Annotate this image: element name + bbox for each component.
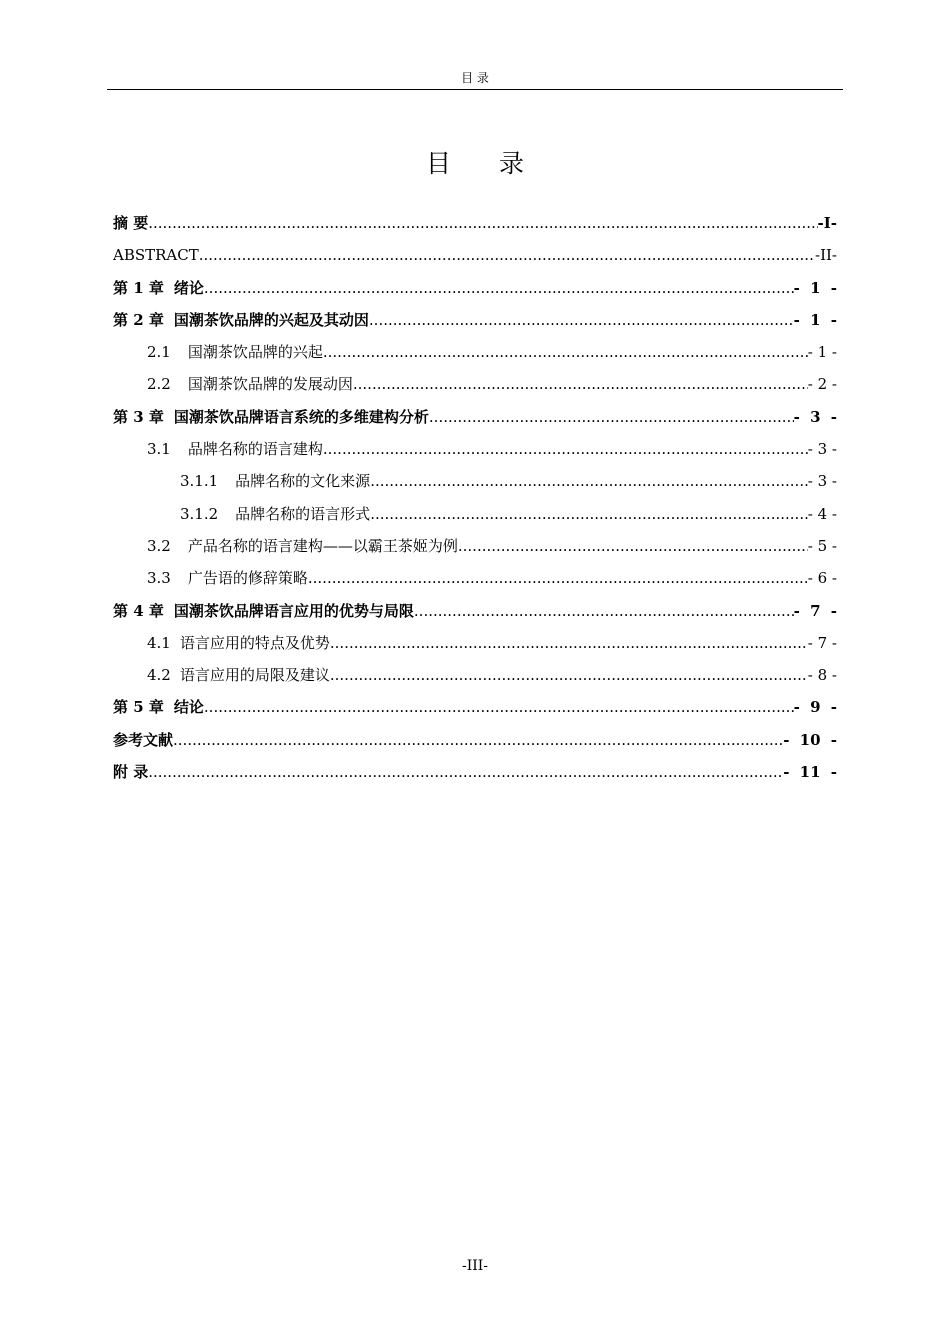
toc-entry[interactable] — [113, 724, 837, 756]
toc-entry-number: 第 3 章 — [113, 407, 164, 426]
toc-entry[interactable] — [113, 627, 837, 659]
toc-entry[interactable] — [113, 498, 837, 530]
toc-entry[interactable] — [113, 207, 837, 239]
toc-entry-label: 国潮茶饮品牌的兴起 — [187, 343, 323, 362]
toc-entry-number: 第 5 章 — [113, 698, 164, 717]
toc-dot-leader — [330, 659, 808, 691]
toc-entry-page: - 3 - — [807, 440, 837, 459]
toc-entry-label: 品牌名称的语言建构 — [187, 440, 323, 459]
toc-entry-number: 3.1 — [147, 440, 171, 459]
toc-entry-label: 参考文献 — [113, 730, 174, 749]
toc-dot-leader — [353, 368, 808, 400]
toc-dot-leader — [369, 304, 794, 336]
toc-entry-page: - 3 - — [793, 407, 837, 426]
toc-entry-label: 语言应用的特点及优势 — [179, 633, 330, 652]
running-header — [107, 68, 843, 90]
toc-entry-number: 3.2 — [147, 536, 171, 555]
toc-entry[interactable] — [113, 659, 837, 691]
toc-entry-page: - 4 - — [807, 504, 837, 523]
toc-entry-number: 第 2 章 — [113, 310, 164, 329]
toc-dot-leader — [323, 336, 808, 368]
toc-entry[interactable] — [113, 756, 837, 788]
toc-entry-page: - 7 - — [793, 601, 837, 620]
toc-dot-leader — [199, 239, 815, 271]
toc-dot-leader — [458, 530, 808, 562]
toc-entry-page: - 1 - — [793, 310, 837, 329]
toc-dot-leader — [370, 498, 808, 530]
toc-entry-label: 国潮茶饮品牌的发展动因 — [187, 375, 353, 394]
toc-entry[interactable] — [113, 562, 837, 594]
toc-entry-number: 第 4 章 — [113, 601, 164, 620]
toc-dot-leader — [308, 562, 808, 594]
toc-entry-page: - 1 - — [807, 343, 837, 362]
toc-entry-label: 国潮茶饮品牌语言应用的优势与局限 — [173, 601, 414, 620]
toc-entry-label: ABSTRACT — [113, 246, 199, 265]
toc-entry-label: 国潮茶饮品牌的兴起及其动因 — [173, 310, 369, 329]
toc-dot-leader — [370, 465, 808, 497]
toc-dot-leader — [204, 272, 794, 304]
toc-entry-page: -II- — [815, 246, 837, 265]
toc-entry-number: 3.3 — [147, 569, 171, 588]
toc-entry[interactable] — [113, 691, 837, 723]
running-header-text: 目 录 — [461, 71, 489, 85]
toc-dot-leader — [429, 401, 794, 433]
toc-entry-label: 结论 — [173, 698, 204, 717]
toc-dot-leader — [148, 207, 817, 239]
toc-entry[interactable] — [113, 530, 837, 562]
toc-entry-label: 附 录 — [113, 763, 149, 782]
toc-entry-page: - 2 - — [807, 375, 837, 394]
toc-entry-label: 品牌名称的语言形式 — [235, 504, 371, 523]
toc-entry-label: 语言应用的局限及建议 — [179, 666, 330, 685]
toc-entry-label: 国潮茶饮品牌语言系统的多维建构分析 — [173, 407, 429, 426]
toc-entry[interactable] — [113, 433, 837, 465]
toc-entry-label: 广告语的修辞策略 — [187, 569, 308, 588]
toc-entry-label: 品牌名称的文化来源 — [235, 472, 371, 491]
toc-dot-leader — [173, 724, 783, 756]
toc-entry-number: 第 1 章 — [113, 278, 164, 297]
toc-entry[interactable] — [113, 595, 837, 627]
toc-entry-page: - 11 - — [783, 763, 837, 782]
page-title: 目 录 — [426, 149, 544, 178]
toc-entry-number: 4.1 — [147, 633, 171, 652]
toc-entry[interactable] — [113, 465, 837, 497]
toc-entry[interactable] — [113, 272, 837, 304]
toc-dot-leader — [330, 627, 808, 659]
toc-entry[interactable] — [113, 401, 837, 433]
toc-entry-page: - 9 - — [793, 698, 837, 717]
toc-entry[interactable] — [113, 368, 837, 400]
toc-entry-label: 摘 要 — [113, 214, 149, 232]
page-number: -III- — [461, 1258, 489, 1274]
toc-entry[interactable] — [113, 239, 837, 271]
toc-entry-number: 2.2 — [147, 375, 171, 394]
toc-entry[interactable] — [113, 304, 837, 336]
toc-entry-label: 产品名称的语言建构——以霸王茶姬为例 — [187, 536, 458, 555]
toc-dot-leader — [204, 691, 794, 723]
table-of-contents — [113, 207, 837, 788]
toc-entry-page: - 10 - — [783, 730, 837, 749]
toc-entry-page: - 1 - — [793, 278, 837, 297]
toc-entry-page: - 6 - — [807, 569, 837, 588]
toc-entry-number: 4.2 — [147, 666, 171, 685]
toc-entry-page: - 7 - — [807, 633, 837, 652]
toc-entry-page: - 3 - — [807, 472, 837, 491]
toc-entry-number: 3.1.2 — [180, 504, 219, 523]
toc-entry-number: 2.1 — [147, 343, 171, 362]
toc-dot-leader — [148, 756, 783, 788]
toc-entry-page: - 5 - — [807, 536, 837, 555]
toc-entry-number: 3.1.1 — [180, 472, 219, 491]
toc-dot-leader — [414, 595, 794, 627]
toc-entry[interactable] — [113, 336, 837, 368]
toc-dot-leader — [323, 433, 808, 465]
toc-entry-page: - 8 - — [807, 666, 837, 685]
toc-entry-label: 绪论 — [173, 278, 204, 297]
toc-entry-page: -I- — [817, 214, 837, 232]
